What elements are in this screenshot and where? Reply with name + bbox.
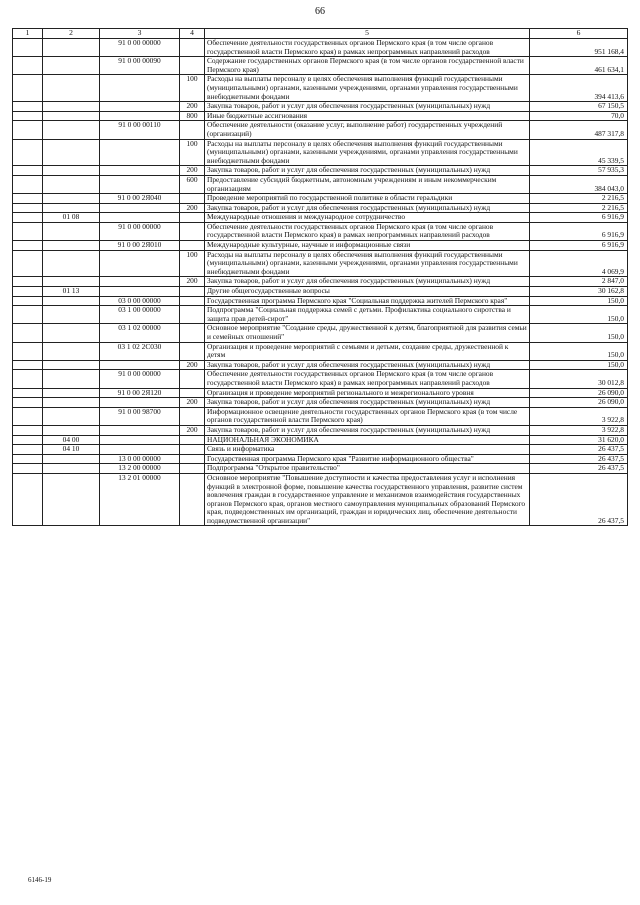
amount-cell: 951 168,4 <box>530 39 628 57</box>
section-code-cell <box>43 425 100 435</box>
amount-cell: 26 437,5 <box>530 473 628 526</box>
target-article-cell <box>100 398 180 408</box>
target-article-cell: 03 0 00 00000 <box>100 296 180 306</box>
target-article-cell <box>100 75 180 102</box>
table-row <box>13 407 628 425</box>
amount-cell: 3 922,8 <box>530 407 628 425</box>
amount-cell: 26 437,5 <box>530 445 628 455</box>
amount-cell: 26 090,0 <box>530 388 628 398</box>
target-article-cell: 91 0 00 00000 <box>100 370 180 388</box>
col-1-cell <box>13 445 43 455</box>
description-cell: Организация и проведение мероприятий с семьями и детьми, создание среды, дружественной к детям <box>205 342 530 360</box>
section-code-cell <box>43 296 100 306</box>
expense-type-cell <box>180 454 205 464</box>
description-cell: Расходы на выплаты персоналу в целях обеспечения выполнения функций государственными (муниципальными) органами, казенными учреждениями, органами управления государственными внебюджетными фондами <box>205 139 530 166</box>
target-article-cell: 13 2 00 00000 <box>100 464 180 474</box>
target-article-cell <box>100 287 180 297</box>
expense-type-cell: 800 <box>180 111 205 121</box>
description-cell: Содержание государственных органов Пермского края (в том числе органов государственной власти Пермского края) <box>205 57 530 75</box>
table-row <box>13 166 628 176</box>
section-code-cell <box>43 370 100 388</box>
amount-cell: 6 916,9 <box>530 241 628 251</box>
table-row <box>13 435 628 445</box>
section-code-cell <box>43 102 100 112</box>
section-code-cell <box>43 39 100 57</box>
description-cell: Подпрограмма "Открытое правительство" <box>205 464 530 474</box>
table-row <box>13 39 628 57</box>
amount-cell: 2 847,0 <box>530 277 628 287</box>
section-code-cell <box>43 464 100 474</box>
expense-type-cell: 200 <box>180 277 205 287</box>
col-1-cell <box>13 111 43 121</box>
section-code-cell <box>43 194 100 204</box>
description-cell: Международные отношения и международное сотрудничество <box>205 213 530 223</box>
description-cell: Закупка товаров, работ и услуг для обеспечения государственных (муниципальных) нужд <box>205 166 530 176</box>
expense-type-cell: 200 <box>180 102 205 112</box>
table-row <box>13 213 628 223</box>
col-1-cell <box>13 296 43 306</box>
amount-cell: 70,0 <box>530 111 628 121</box>
expense-type-cell: 200 <box>180 398 205 408</box>
table-row <box>13 342 628 360</box>
col-1-cell <box>13 324 43 342</box>
description-cell: НАЦИОНАЛЬНАЯ ЭКОНОМИКА <box>205 435 530 445</box>
table-row <box>13 370 628 388</box>
table-header-row <box>13 29 628 39</box>
target-article-cell: 91 0 00 00000 <box>100 39 180 57</box>
description-cell: Закупка товаров, работ и услуг для обеспечения государственных (муниципальных) нужд <box>205 102 530 112</box>
table-row <box>13 194 628 204</box>
target-article-cell <box>100 102 180 112</box>
amount-cell: 461 634,1 <box>530 57 628 75</box>
col-1-cell <box>13 175 43 193</box>
col-1-cell <box>13 342 43 360</box>
col-1-cell <box>13 139 43 166</box>
amount-cell: 6 916,9 <box>530 222 628 240</box>
target-article-cell <box>100 277 180 287</box>
amount-cell: 384 043,0 <box>530 175 628 193</box>
amount-cell: 45 339,5 <box>530 139 628 166</box>
table-row <box>13 241 628 251</box>
amount-cell: 57 935,3 <box>530 166 628 176</box>
description-cell: Обеспечение деятельности государственных органов Пермского края (в том числе органов государственной власти Пермского края) в рамках непрограммных направлений расходов <box>205 39 530 57</box>
amount-cell: 30 162,8 <box>530 287 628 297</box>
section-code-cell: 01 13 <box>43 287 100 297</box>
expense-type-cell: 200 <box>180 425 205 435</box>
section-code-cell <box>43 388 100 398</box>
section-code-cell <box>43 473 100 526</box>
amount-cell: 67 150,5 <box>530 102 628 112</box>
section-code-cell <box>43 241 100 251</box>
table-row <box>13 473 628 526</box>
amount-cell: 26 437,5 <box>530 464 628 474</box>
description-cell: Государственная программа Пермского края "Развитие информационного общества" <box>205 454 530 464</box>
target-article-cell <box>100 250 180 277</box>
expense-type-cell: 200 <box>180 166 205 176</box>
amount-cell: 2 216,5 <box>530 203 628 213</box>
target-article-cell <box>100 425 180 435</box>
section-code-cell <box>43 75 100 102</box>
target-article-cell: 91 0 00 00090 <box>100 57 180 75</box>
document-code: 6146-19 <box>28 876 52 884</box>
section-code-cell: 01 08 <box>43 213 100 223</box>
table-row <box>13 445 628 455</box>
expense-type-cell: 100 <box>180 75 205 102</box>
expense-type-cell <box>180 342 205 360</box>
description-cell: Предоставление субсидий бюджетным, автономным учреждениям и иным некоммерческим организациям <box>205 175 530 193</box>
target-article-cell: 13 2 01 00000 <box>100 473 180 526</box>
budget-table <box>12 28 628 526</box>
amount-cell: 26 090,0 <box>530 398 628 408</box>
amount-cell: 150,0 <box>530 306 628 324</box>
amount-cell: 26 437,5 <box>530 454 628 464</box>
description-cell: Закупка товаров, работ и услуг для обеспечения государственных (муниципальных) нужд <box>205 425 530 435</box>
table-row <box>13 139 628 166</box>
target-article-cell <box>100 175 180 193</box>
expense-type-cell <box>180 464 205 474</box>
col-1-cell <box>13 473 43 526</box>
target-article-cell <box>100 213 180 223</box>
expense-type-cell <box>180 407 205 425</box>
section-code-cell <box>43 175 100 193</box>
table-row <box>13 425 628 435</box>
col-1-cell <box>13 75 43 102</box>
table-row <box>13 398 628 408</box>
col-1-cell <box>13 435 43 445</box>
budget-table-body <box>13 29 628 526</box>
expense-type-cell <box>180 435 205 445</box>
expense-type-cell <box>180 194 205 204</box>
header-cell: 4 <box>180 29 205 39</box>
description-cell: Другие общегосударственные вопросы <box>205 287 530 297</box>
description-cell: Иные бюджетные ассигнования <box>205 111 530 121</box>
col-1-cell <box>13 287 43 297</box>
expense-type-cell <box>180 324 205 342</box>
target-article-cell <box>100 445 180 455</box>
col-1-cell <box>13 222 43 240</box>
target-article-cell <box>100 166 180 176</box>
target-article-cell <box>100 435 180 445</box>
section-code-cell <box>43 250 100 277</box>
col-1-cell <box>13 241 43 251</box>
header-cell: 2 <box>43 29 100 39</box>
target-article-cell: 91 0 00 00000 <box>100 222 180 240</box>
table-row <box>13 121 628 139</box>
col-1-cell <box>13 388 43 398</box>
col-1-cell <box>13 277 43 287</box>
section-code-cell: 04 00 <box>43 435 100 445</box>
col-1-cell <box>13 306 43 324</box>
amount-cell: 150,0 <box>530 342 628 360</box>
section-code-cell <box>43 342 100 360</box>
expense-type-cell <box>180 222 205 240</box>
amount-cell: 487 317,8 <box>530 121 628 139</box>
section-code-cell <box>43 360 100 370</box>
col-1-cell <box>13 454 43 464</box>
description-cell: Обеспечение деятельности государственных органов Пермского края (в том числе органов государственной власти Пермского края) в рамках непрограммных направлений расходов <box>205 222 530 240</box>
expense-type-cell <box>180 57 205 75</box>
amount-cell: 2 216,5 <box>530 194 628 204</box>
section-code-cell <box>43 222 100 240</box>
description-cell: Закупка товаров, работ и услуг для обеспечения государственных (муниципальных) нужд <box>205 360 530 370</box>
section-code-cell <box>43 166 100 176</box>
description-cell: Информационное освещение деятельности государственных органов Пермского края (в том числе органов государственной власти Пермского края) <box>205 407 530 425</box>
col-1-cell <box>13 407 43 425</box>
description-cell: Расходы на выплаты персоналу в целях обеспечения выполнения функций государственными (муниципальными) органами, казенными учреждениями, органами управления государственными внебюджетными фондами <box>205 250 530 277</box>
amount-cell: 4 069,9 <box>530 250 628 277</box>
col-1-cell <box>13 194 43 204</box>
section-code-cell <box>43 139 100 166</box>
expense-type-cell <box>180 370 205 388</box>
amount-cell: 6 916,9 <box>530 213 628 223</box>
table-row <box>13 464 628 474</box>
section-code-cell <box>43 111 100 121</box>
amount-cell: 3 922,8 <box>530 425 628 435</box>
amount-cell: 150,0 <box>530 360 628 370</box>
amount-cell: 394 413,6 <box>530 75 628 102</box>
section-code-cell <box>43 121 100 139</box>
target-article-cell: 91 0 00 2Я040 <box>100 194 180 204</box>
description-cell: Международные культурные, научные и информационные связи <box>205 241 530 251</box>
target-article-cell: 03 1 00 00000 <box>100 306 180 324</box>
section-code-cell <box>43 454 100 464</box>
section-code-cell <box>43 407 100 425</box>
col-1-cell <box>13 464 43 474</box>
description-cell: Обеспечение деятельности государственных органов Пермского края (в том числе органов государственной власти Пермского края) в рамках непрограммных направлений расходов <box>205 370 530 388</box>
col-1-cell <box>13 398 43 408</box>
expense-type-cell <box>180 445 205 455</box>
expense-type-cell: 200 <box>180 203 205 213</box>
description-cell: Основное мероприятие "Повышение доступности и качества предоставления услуг и исполнения функций в электронной форме, повышение качества государственного управления, развитие систем вовлечения граждан в государственное управление и механизмов взаимодействия государственных органов Пермского края, органов местного самоуправления муниципальных образований Пермского края, подведомственных им организаций, граждан и юридических лиц, обеспечение деятельности подведомственной организации" <box>205 473 530 526</box>
col-1-cell <box>13 203 43 213</box>
expense-type-cell <box>180 296 205 306</box>
col-1-cell <box>13 370 43 388</box>
section-code-cell <box>43 324 100 342</box>
expense-type-cell: 600 <box>180 175 205 193</box>
col-1-cell <box>13 166 43 176</box>
expense-type-cell <box>180 287 205 297</box>
header-cell: 5 <box>205 29 530 39</box>
section-code-cell: 04 10 <box>43 445 100 455</box>
table-row <box>13 250 628 277</box>
table-row <box>13 222 628 240</box>
expense-type-cell <box>180 241 205 251</box>
header-cell: 1 <box>13 29 43 39</box>
header-cell: 6 <box>530 29 628 39</box>
table-row <box>13 102 628 112</box>
target-article-cell: 03 1 02 00000 <box>100 324 180 342</box>
col-1-cell <box>13 121 43 139</box>
expense-type-cell <box>180 39 205 57</box>
description-cell: Закупка товаров, работ и услуг для обеспечения государственных (муниципальных) нужд <box>205 277 530 287</box>
table-row <box>13 287 628 297</box>
description-cell: Обеспечение деятельности (оказание услуг, выполнение работ) государственных учреждений (организаций) <box>205 121 530 139</box>
amount-cell: 30 012,8 <box>530 370 628 388</box>
target-article-cell <box>100 139 180 166</box>
target-article-cell: 13 0 00 00000 <box>100 454 180 464</box>
expense-type-cell: 100 <box>180 139 205 166</box>
description-cell: Закупка товаров, работ и услуг для обеспечения государственных (муниципальных) нужд <box>205 398 530 408</box>
page-number: 66 <box>315 6 325 17</box>
section-code-cell <box>43 57 100 75</box>
description-cell: Подпрограмма "Социальная поддержка семей с детьми. Профилактика социального сиротства и защита прав детей-сирот" <box>205 306 530 324</box>
description-cell: Проведение мероприятий по государственной политике в области геральдики <box>205 194 530 204</box>
expense-type-cell <box>180 473 205 526</box>
table-row <box>13 57 628 75</box>
description-cell: Закупка товаров, работ и услуг для обеспечения государственных (муниципальных) нужд <box>205 203 530 213</box>
target-article-cell <box>100 203 180 213</box>
description-cell: Основное мероприятие "Создание среды, дружественной к детям, благоприятной для развития семьи и семейных отношений" <box>205 324 530 342</box>
expense-type-cell <box>180 306 205 324</box>
section-code-cell <box>43 398 100 408</box>
description-cell: Расходы на выплаты персоналу в целях обеспечения выполнения функций государственными (муниципальными) органами, казенными учреждениями, органами управления государственными внебюджетными фондами <box>205 75 530 102</box>
amount-cell: 150,0 <box>530 296 628 306</box>
table-row <box>13 306 628 324</box>
target-article-cell: 91 0 00 2Я010 <box>100 241 180 251</box>
table-row <box>13 324 628 342</box>
target-article-cell: 91 0 00 00110 <box>100 121 180 139</box>
target-article-cell: 91 0 00 98700 <box>100 407 180 425</box>
col-1-cell <box>13 102 43 112</box>
col-1-cell <box>13 250 43 277</box>
expense-type-cell: 200 <box>180 360 205 370</box>
description-cell: Организация и проведение мероприятий регионального и межрегионального уровня <box>205 388 530 398</box>
section-code-cell <box>43 306 100 324</box>
expense-type-cell <box>180 213 205 223</box>
table-row <box>13 175 628 193</box>
table-row <box>13 75 628 102</box>
col-1-cell <box>13 213 43 223</box>
col-1-cell <box>13 425 43 435</box>
expense-type-cell: 100 <box>180 250 205 277</box>
amount-cell: 150,0 <box>530 324 628 342</box>
col-1-cell <box>13 360 43 370</box>
target-article-cell: 03 1 02 2С030 <box>100 342 180 360</box>
col-1-cell <box>13 39 43 57</box>
col-1-cell <box>13 57 43 75</box>
description-cell: Государственная программа Пермского края "Социальная поддержка жителей Пермского края" <box>205 296 530 306</box>
expense-type-cell <box>180 121 205 139</box>
amount-cell: 31 620,0 <box>530 435 628 445</box>
header-cell: 3 <box>100 29 180 39</box>
target-article-cell: 91 0 00 2Я120 <box>100 388 180 398</box>
description-cell: Связь и информатика <box>205 445 530 455</box>
